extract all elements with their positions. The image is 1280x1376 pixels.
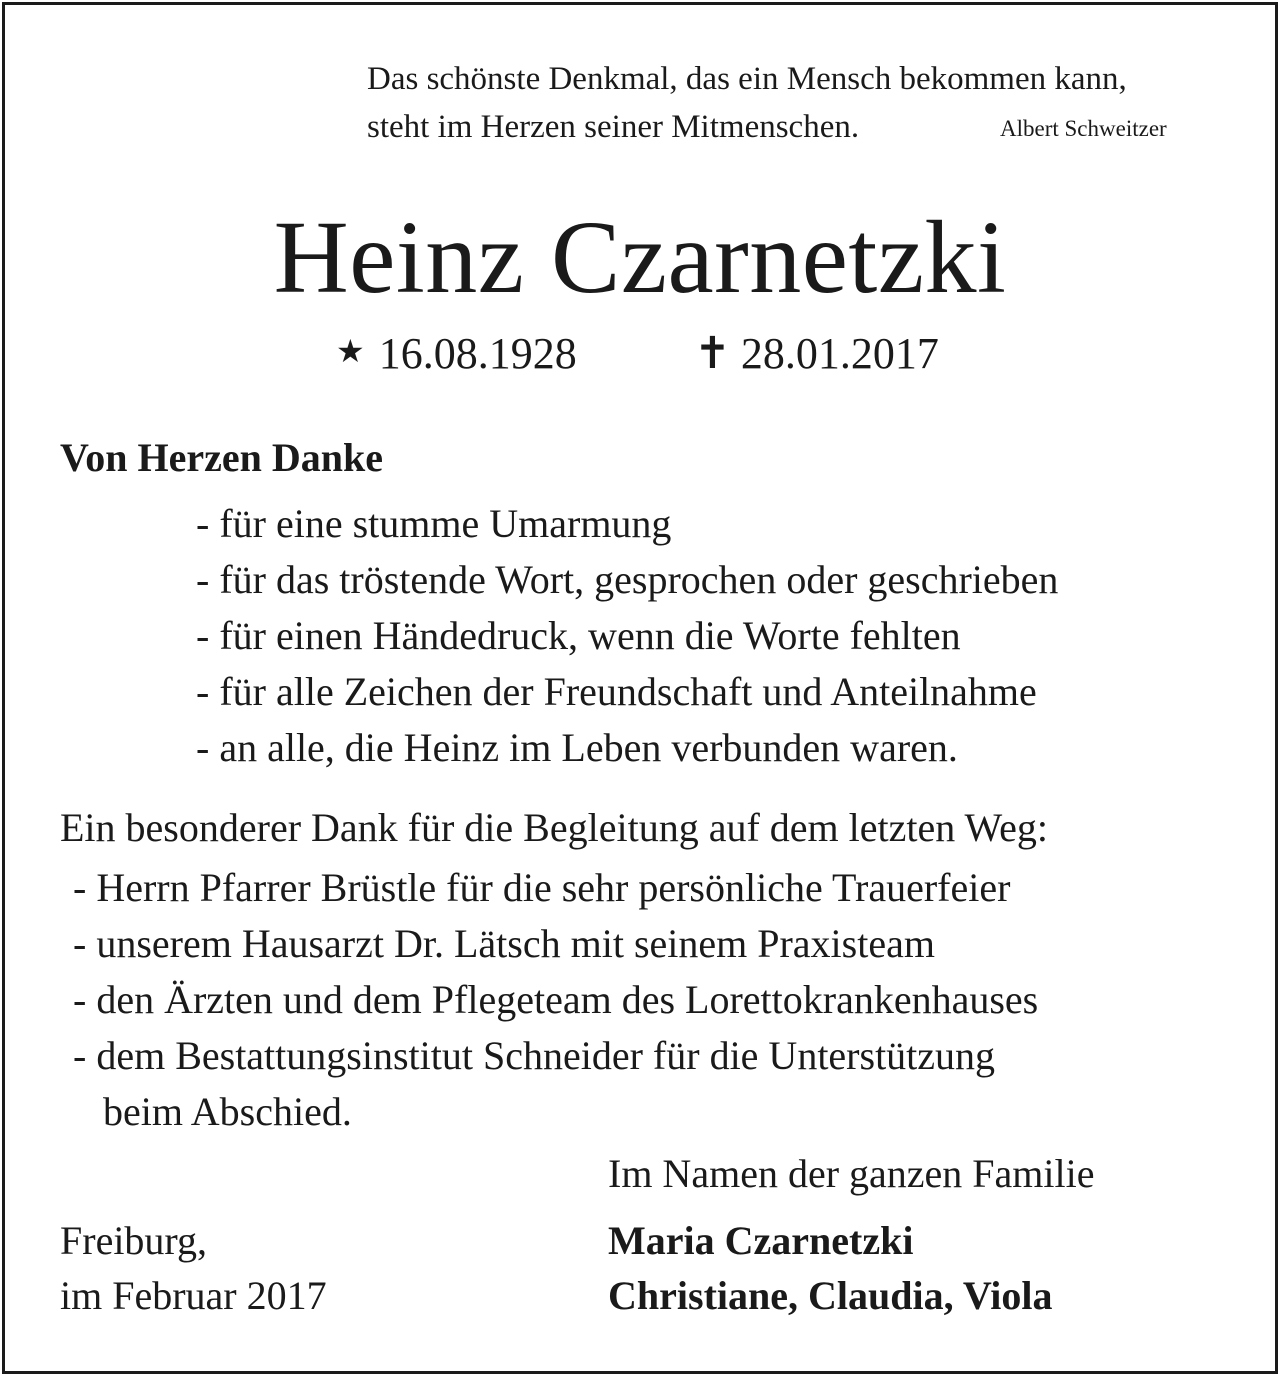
cross-icon: ✝ bbox=[694, 329, 731, 378]
thanks-heading: Von Herzen Danke bbox=[60, 435, 383, 480]
signer-primary: Maria Czarnetzki bbox=[608, 1218, 914, 1263]
special-thanks-item: - unserem Hausarzt Dr. Lätsch mit seinem Praxisteam bbox=[73, 921, 935, 966]
thanks-item: - an alle, die Heinz im Leben verbunden waren. bbox=[196, 725, 958, 770]
family-intro: Im Namen der ganzen Familie bbox=[608, 1151, 1095, 1196]
quote-line-1: Das schönste Denkmal, das ein Mensch bekommen kann, bbox=[367, 61, 1127, 97]
special-thanks-item: - Herrn Pfarrer Brüstle für die sehr persönliche Trauerfeier bbox=[73, 865, 1011, 910]
star-icon: ★ bbox=[336, 333, 365, 369]
place: Freiburg, bbox=[60, 1218, 208, 1263]
special-thanks-item: - den Ärzten und dem Pflegeteam des Lorettokrankenhauses bbox=[73, 977, 1039, 1022]
birth-date-group bbox=[336, 328, 577, 379]
special-thanks-intro: Ein besonderer Dank für die Begleitung auf dem letzten Weg: bbox=[60, 805, 1048, 850]
deceased-name: Heinz Czarnetzki bbox=[273, 200, 1007, 315]
special-thanks-item: - dem Bestattungsinstitut Schneider für die Unterstützung bbox=[73, 1033, 996, 1078]
date-line: im Februar 2017 bbox=[60, 1273, 327, 1318]
thanks-item: - für das tröstende Wort, gesprochen oder geschrieben bbox=[196, 557, 1059, 602]
death-date: 28.01.2017 bbox=[740, 329, 939, 378]
special-thanks-item-continuation: beim Abschied. bbox=[103, 1089, 352, 1134]
thanks-item: - für einen Händedruck, wenn die Worte fehlten bbox=[196, 613, 961, 658]
quote-line-2: steht im Herzen seiner Mitmenschen. bbox=[367, 109, 860, 145]
thanks-item: - für alle Zeichen der Freundschaft und Anteilnahme bbox=[196, 669, 1037, 714]
quote-author: Albert Schweitzer bbox=[1000, 116, 1167, 141]
birth-date: 16.08.1928 bbox=[378, 329, 577, 378]
death-date-group bbox=[694, 328, 939, 379]
thanks-item: - für eine stumme Umarmung bbox=[196, 501, 672, 546]
signer-secondary: Christiane, Claudia, Viola bbox=[608, 1273, 1053, 1318]
